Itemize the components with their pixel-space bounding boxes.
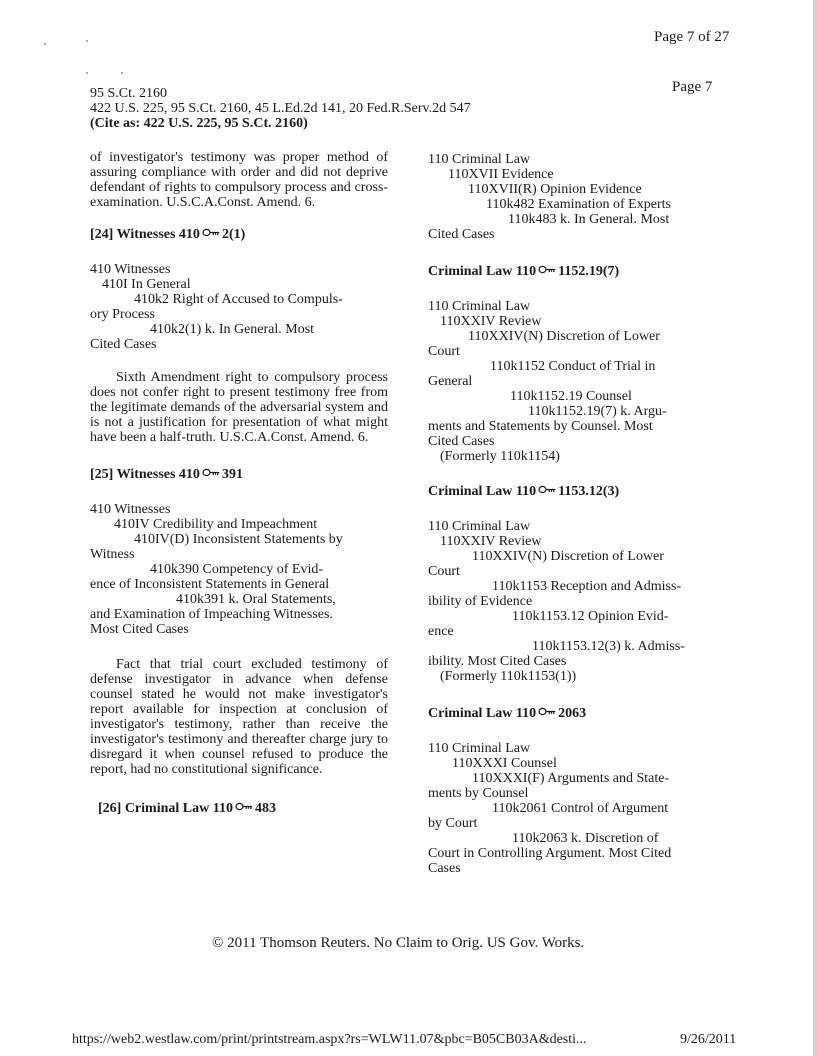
topic-line: Cited Cases: [428, 434, 495, 449]
key-number-icon: [538, 707, 556, 716]
topic-line: 110XVII(R) Opinion Evidence: [468, 182, 642, 197]
headnote-25-topics: [90, 502, 388, 637]
headnote-25-heading: [90, 467, 388, 482]
topic-line: 110XVII Evidence: [448, 167, 554, 182]
headnote-24-prefix: [24] Witnesses 410: [90, 227, 200, 242]
topic-line: 110XXIV(N) Discretion of Lower: [468, 329, 660, 344]
topic-line: 410 Witnesses: [90, 262, 171, 277]
key-number-icon: [538, 265, 556, 274]
page-label: Page 7: [672, 79, 713, 95]
headnote-24-suffix: 2(1): [221, 227, 246, 242]
topic-line: 110k2061 Control of Argument: [492, 801, 669, 816]
topic-line: 110XXIV(N) Discretion of Lower: [472, 549, 664, 564]
copyright-notice: © 2011 Thomson Reuters. No Claim to Orig. US Gov. Works.: [212, 935, 585, 951]
headnote-24-heading: [90, 227, 388, 242]
right-heading-2063: [428, 706, 724, 721]
topic-line: 410 Witnesses: [90, 502, 171, 517]
topic-line: 110k1152.19(7) k. Argu-: [528, 404, 667, 419]
topic-line: Cited Cases: [90, 337, 157, 352]
topic-line: Most Cited Cases: [90, 622, 189, 637]
page-edge: [813, 0, 817, 1056]
topic-line: ibility of Evidence: [428, 594, 533, 609]
topic-line: Court: [428, 344, 460, 359]
topic-line: 110k482 Examination of Experts: [486, 197, 671, 212]
key-number-icon: [202, 228, 220, 237]
topic-line: 110 Criminal Law: [428, 741, 531, 756]
topic-line: by Court: [428, 816, 478, 831]
cite-as: (Cite as: 422 U.S. 225, 95 S.Ct. 2160): [90, 116, 308, 131]
topic-line: 410k2 Right of Accused to Compuls-: [134, 292, 343, 307]
print-date: 9/26/2011: [680, 1032, 737, 1047]
key-number-icon: [235, 802, 253, 811]
topic-line: 110XXIV Review: [440, 534, 542, 549]
topic-line: 110XXXI(F) Arguments and State-: [472, 771, 670, 786]
topic-line: 110 Criminal Law: [428, 519, 531, 534]
topic-line: ence of Inconsistent Statements in General: [90, 577, 330, 592]
topic-line: Cited Cases: [428, 227, 495, 242]
heading-suffix: 1153.12(3): [558, 484, 620, 499]
scan-speck: [121, 72, 123, 74]
headnote-26-suffix: 483: [254, 801, 276, 816]
topics-1153: [428, 519, 724, 684]
topic-line: ments and Statements by Counsel. Most: [428, 419, 653, 434]
topic-line: 410I In General: [102, 277, 191, 292]
headnote-25-prefix: [25] Witnesses 410: [90, 467, 200, 482]
scan-speck: [86, 72, 88, 74]
heading-prefix: Criminal Law 110: [428, 264, 537, 279]
topics-1152: [428, 299, 724, 464]
topic-line: ence: [428, 624, 454, 639]
topic-line: 110k1152.19 Counsel: [510, 389, 632, 404]
topic-line: 410IV Credibility and Impeachment: [114, 517, 318, 532]
heading-suffix: 1152.19(7): [558, 264, 620, 279]
headnote-24-topics: [90, 262, 388, 352]
citation-line-1: 95 S.Ct. 2160: [90, 86, 168, 101]
topic-line: 110k1153.12(3) k. Admiss-: [532, 639, 685, 654]
topic-line: (Formerly 110k1153(1)): [440, 669, 577, 684]
topic-line: 110XXIV Review: [440, 314, 542, 329]
scan-speck: [44, 43, 46, 45]
topic-line: 110k2063 k. Discretion of: [512, 831, 659, 846]
topic-line: Witness: [90, 547, 135, 562]
topic-line: Court: [428, 564, 460, 579]
topic-line: 110XXXI Counsel: [452, 756, 557, 771]
topic-line: ments by Counsel: [428, 786, 529, 801]
top-topics: [428, 152, 724, 242]
topic-line: 410k391 k. Oral Statements,: [176, 592, 336, 607]
topic-line: 410IV(D) Inconsistent Statements by: [134, 532, 343, 547]
headnote-26-heading: [90, 801, 388, 816]
topic-line: ibility. Most Cited Cases: [428, 654, 567, 669]
topic-line: ory Process: [90, 307, 155, 322]
topic-line: 110k483 k. In General. Most: [508, 212, 670, 227]
headnote-26-prefix: [26] Criminal Law 110: [98, 801, 233, 816]
heading-prefix: Criminal Law 110: [428, 706, 537, 721]
page-of-count: Page 7 of 27: [654, 29, 730, 45]
heading-suffix: 2063: [558, 706, 587, 721]
left-column: [90, 150, 388, 816]
headnote-25-suffix: 391: [221, 467, 243, 482]
citation-line-2: 422 U.S. 225, 95 S.Ct. 2160, 45 L.Ed.2d 141, 20 Fed.R.Serv.2d 547: [90, 101, 471, 116]
right-heading-1153: [428, 484, 724, 499]
topic-line: 410k390 Competency of Evid-: [150, 562, 324, 577]
topic-line: 410k2(1) k. In General. Most: [150, 322, 315, 337]
key-number-icon: [538, 485, 556, 494]
headnote-24-paragraph: Sixth Amendment right to compulsory process does not confer right to present testimony free from the legitimate demands of the adversarial system and is not a justification for presentation of what might have been a half-truth. U.S.C.A.Const. Amend. 6.: [90, 370, 388, 445]
topics-2063: [428, 741, 724, 876]
topic-line: (Formerly 110k1154): [440, 449, 560, 464]
topic-line: Court in Controlling Argument. Most Cited: [428, 846, 672, 861]
headnote-25-paragraph: Fact that trial court excluded testimony of defense investigator in advance when defense counsel stated he would not make investigator's report available for inspection at conclusion of investigator's testimony, rather than receive the investigator's testimony and thereafter charge jury to disregard it when counsel refused to produce the report, had no constitutional significance.: [90, 657, 388, 777]
topic-line: 110k1152 Conduct of Trial in: [490, 359, 656, 374]
print-url-link[interactable]: https://web2.westlaw.com/print/printstream.aspx?rs=WLW11.07&pbc=B05CB03A&desti...: [72, 1032, 587, 1047]
topic-line: 110 Criminal Law: [428, 299, 531, 314]
right-heading-1152: [428, 264, 724, 279]
topic-line: and Examination of Impeaching Witnesses.: [90, 607, 333, 622]
right-column: [428, 152, 724, 876]
topic-line: General: [428, 374, 473, 389]
topic-line: 110k1153.12 Opinion Evid-: [512, 609, 669, 624]
topic-line: Cases: [428, 861, 461, 876]
key-number-icon: [202, 468, 220, 477]
topic-line: 110 Criminal Law: [428, 152, 531, 167]
topic-line: 110k1153 Reception and Admiss-: [492, 579, 682, 594]
heading-prefix: Criminal Law 110: [428, 484, 537, 499]
scan-speck: [86, 40, 88, 42]
intro-paragraph: of investigator's testimony was proper method of assuring compliance with order and did not deprive defendant of rights to compulsory process and cross-examination. U.S.C.A.Const. Amend. 6.: [90, 150, 388, 210]
